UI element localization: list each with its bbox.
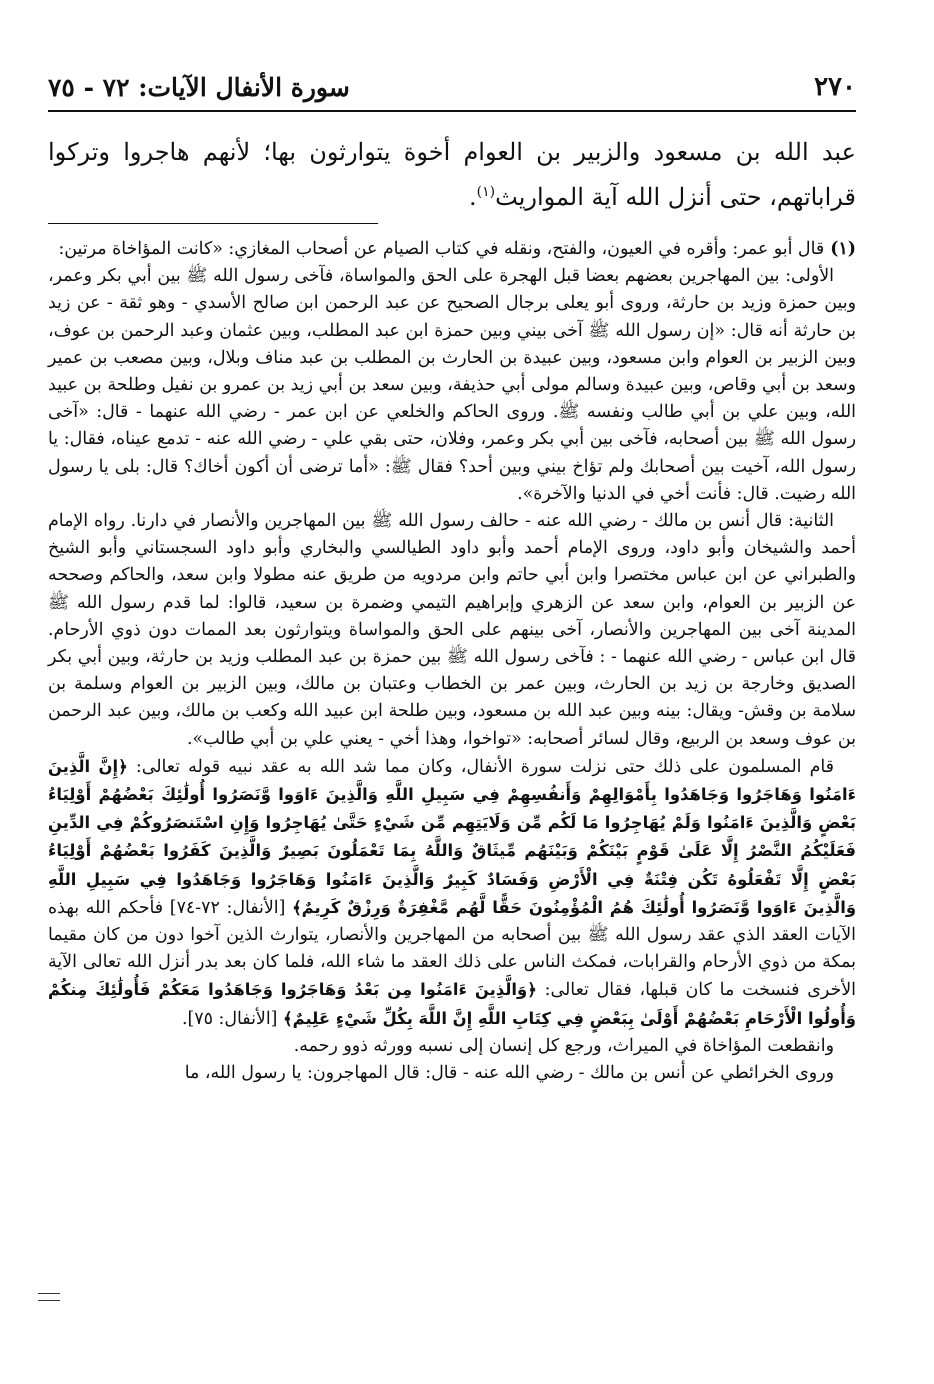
footnote	[48, 236, 856, 1087]
second-text: قال أنس بن مالك - رضي الله عنه - حالف رسول الله ﷺ بين المهاجرين والأنصار في دارنا. رواه الإمام أحمد والشيخان وأبو داود، وروى الإمام أحمد وأبو داود الطيالسي والبخاري وأبو داود السجستاني وأبو الشيخ والطبراني عن ابن عباس مختصرا وابن أبي حاتم وابن مردويه من طريق عنه مطولا وابن سعد، والحاكم وصححه عن الزبير بن العوام، وابن سعد عن الزهري وإبراهيم التيمي وضمرة بن سعيد، قالوا: لما قدم رسول الله ﷺ المدينة آخى بين المهاجرين والأنصار، آخى بينهم على الحق والمواساة ويتوارثون بعد الممات دون ذوي الأرحام. قال ابن عباس - رضي الله عنهما - : فآخى رسول الله ﷺ بين حمزة بن عبد المطلب وزيد بن حارثة، وبين أبي بكر الصديق وخارجة بن زيد بن الحارث، وبين عمر بن الخطاب وعتبان بن مالك، وبين الزبير بن العوام وسلمة بن سلامة بن وقش- ويقال: بينه وبين عبد الله بن مسعود، وبين طلحة ابن عبيد الله وكعب بن مالك، وبين عبد الرحمن بن عوف وسعد بن الربيع، وقال لسائر أصحابه: «تواخوا، وهذا أخي - يعني علي بن أبي طالب».	[48, 511, 856, 749]
page-header	[48, 62, 856, 102]
footnote-fifth: وروى الخرائطي عن أنس بن مالك - رضي الله عنه - قال: قال المهاجرون: يا رسول الله، ما	[184, 1063, 834, 1084]
footnote-intro	[48, 236, 856, 263]
footnote-first	[48, 263, 856, 508]
footnote-intro-text: قال أبو عمر: وأقره في العيون، والفتح، ونقله في كتاب الصيام عن أصحاب المغازي: «كانت المؤاخاة مرتين:	[58, 239, 825, 259]
margin-mark	[38, 1293, 60, 1301]
footnote-fourth: وانقطعت المؤاخاة في الميراث، ورجع كل إنسان إلى نسبه وورثه ذوو رحمه.	[293, 1035, 834, 1056]
running-title: سورة الأنفال الآيات: ٧٢ - ٧٥	[48, 73, 350, 102]
page-number: ٢٧٠	[814, 72, 856, 102]
second-lead: الثانية:	[788, 511, 835, 532]
verse-1-reference: [الأنفال: ٧٢-٧٤]	[169, 897, 286, 918]
main-text: عبد الله بن مسعود والزبير بن العوام أخوة يتوارثون بها؛ لأنهم هاجروا وتركوا قراباتهم، حتى أنزل الله آية المواريث$^{(١)}$.	[48, 138, 856, 211]
third-intro: قام المسلمون على ذلك حتى نزلت سورة الأنفال، وكان مما شد الله به عقد نبيه قوله تعالى:	[135, 756, 834, 777]
quran-verse-1: ﴿إِنَّ الَّذِينَ ءَامَنُوا وَهَاجَرُوا وَجَاهَدُوا بِأَمْوَالِهِمْ وَأَنفُسِهِمْ فِي سَبِيلِ اللَّهِ وَالَّذِينَ ءَاوَوا وَّنَصَرُوا أُولَٰئِكَ بَعْضُهُمْ أَوْلِيَاءُ بَعْضٍ وَالَّذِينَ ءَامَنُوا وَلَمْ يُهَاجِرُوا مَا لَكُم مِّن وَلَايَتِهِم مِّن شَيْءٍ حَتَّىٰ يُهَاجِرُوا وَإِنِ اسْتَنصَرُوكُمْ فِي الدِّينِ فَعَلَيْكُمُ النَّصْرُ إِلَّا عَلَىٰ قَوْمٍ بَيْنَكُمْ وَبَيْنَهُم مِّيثَاقٌ وَاللَّهُ بِمَا تَعْمَلُونَ بَصِيرٌ وَالَّذِينَ كَفَرُوا بَعْضُهُمْ أَوْلِيَاءُ بَعْضٍ إِلَّا تَفْعَلُوهُ تَكُن فِتْنَةٌ فِي الْأَرْضِ وَفَسَادٌ كَبِيرٌ وَالَّذِينَ ءَامَنُوا وَهَاجَرُوا وَجَاهَدُوا فِي سَبِيلِ اللَّهِ وَالَّذِينَ ءَاوَوا وَّنَصَرُوا أُولَٰئِكَ هُمُ الْمُؤْمِنُونَ حَقًّا لَّهُم مَّغْفِرَةٌ وَرِزْقٌ كَرِيمٌ﴾	[48, 756, 857, 917]
footnote-separator	[48, 223, 378, 224]
first-text: بين المهاجرين بعضهم بعضا قبل الهجرة على الحق والمواساة، فآخى رسول الله ﷺ بين أبي بكر وعمر، وبين حمزة وزيد بن حارثة، وروى أبو يعلى برجال الصحيح عن عبد الرحمن ابن صالح الأسدي - وهو ثقة - عن زيد بن حارثة أنه قال: «إن رسول الله ﷺ آخى بيني وبين حمزة ابن عبد المطلب، وبين عثمان وعبد الرحمن بن عوف، وبين الزبير بن العوام وابن مسعود، وبين عبيدة بن الحارث بن المطلب بن عبد مناف وبلال، وبين مصعب بن عمير وسعد بن أبي وقاص، وبين عبيدة وسالم مولى أبي حذيفة، وبين سعد بن أبي زيد بن عمرو بن نفيل وطلحة بن عبيد الله، وبين علي بن أبي طالب ونفسه ﷺ. وروى الحاكم والخلعي عن ابن عمر - رضي الله عنهما - قال: «آخى رسول الله ﷺ بين أصحابه، فآخى بين أبي بكر وعمر، وفلان، حتى بقي علي - رضي الله عنه - تدمع عيناه، فقال: يا رسول الله، آخيت بين أصحابك ولم تؤاخ بيني وبين أحد؟ فقال ﷺ: «أما ترضى أن أكون أخاك؟ قال: بلى يا رسول الله رضيت. قال: فأنت أخي في الدنيا والآخرة».	[48, 266, 856, 504]
footnote-third	[48, 753, 856, 1033]
footnote-reference: (١)	[476, 184, 496, 200]
third-continuation: فأحكم الله بهذه الآيات العقد الذي عقد رسول الله ﷺ بين أصحابه من المهاجرين والأنصار، يتوارث الذين آخوا دون من كان مقيما بمكة من ذوي الأرحام والقرابات، فمكث الناس على ذلك العقد ما شاء الله، فلما كان بعد بدر أنزل الله تعالى الآية الأخرى فنسخت ما كان قبلها، فقال تعالى:	[48, 897, 856, 1001]
main-paragraph: عبد الله بن مسعود والزبير بن العوام أخوة يتوارثون بها؛ لأنهم هاجروا وتركوا قراباتهم، حتى أنزل الله آية المواريث	[48, 138, 856, 211]
footnote-second	[48, 508, 856, 753]
footnote-marker: (١)	[830, 239, 856, 259]
quran-verse-2: ﴿وَالَّذِينَ ءَامَنُوا مِن بَعْدُ وَهَاجَرُوا وَجَاهَدُوا مَعَكُمْ فَأُولَٰئِكَ مِنكُمْ وَأُولُوا الْأَرْحَامِ بَعْضُهُمْ أَوْلَىٰ بِبَعْضٍ فِي كِتَابِ اللَّهِ إِنَّ اللَّهَ بِكُلِّ شَيْءٍ عَلِيمٌ﴾	[48, 980, 856, 1028]
header-rule	[48, 110, 856, 112]
first-lead: الأولى:	[785, 266, 834, 287]
verse-2-reference: [الأنفال: ٧٥].	[181, 1008, 278, 1029]
